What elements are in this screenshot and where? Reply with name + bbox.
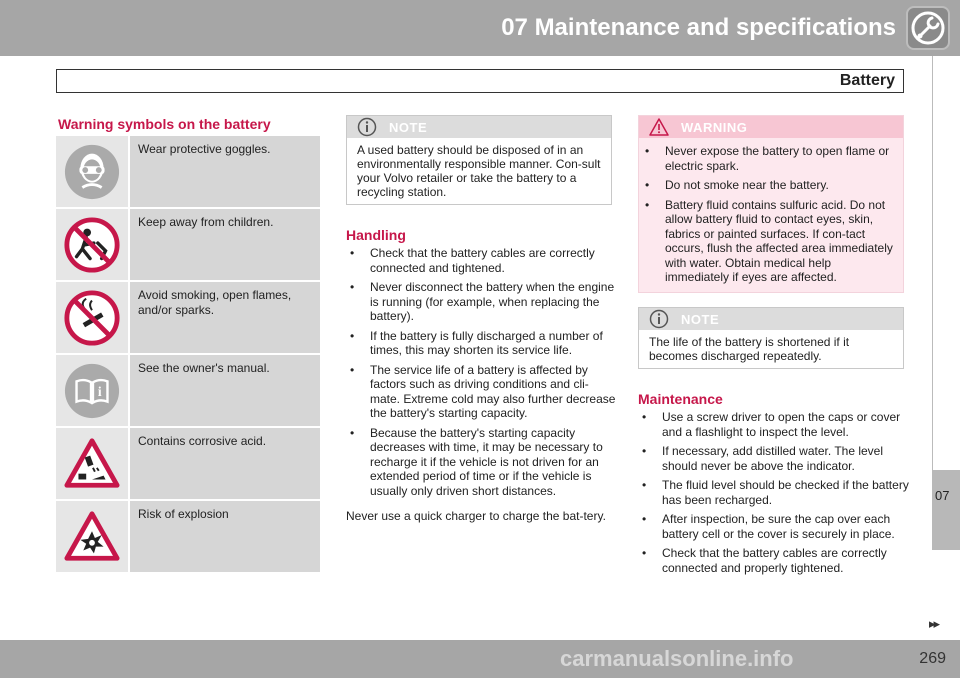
footer-band: [0, 640, 960, 678]
warning-label: WARNING: [681, 120, 748, 135]
note-label: NOTE: [681, 312, 720, 327]
symbol-row: [56, 282, 320, 353]
list-item: • If the battery is fully discharged a number of times, this may shorten its service life.: [346, 329, 616, 358]
note-box: [638, 307, 904, 369]
chapter-side-tab[interactable]: [932, 470, 960, 550]
list-item: • The service life of a battery is affected by factors such as driving conditions and cli-mate. Extreme cold may also further decrease the battery's starting capacity.: [346, 363, 616, 421]
handling-footer-text: Never use a quick charger to charge the bat-tery.: [346, 509, 606, 523]
maintenance-heading: Maintenance: [638, 391, 723, 407]
note-box: [346, 115, 612, 205]
corrosive-acid-icon: [56, 428, 128, 499]
symbols-table: [56, 136, 320, 574]
symbol-text: Risk of explosion: [130, 501, 320, 572]
note-header: [347, 116, 611, 138]
info-icon: [649, 309, 669, 329]
section-title: Battery: [839, 72, 895, 89]
info-icon: [357, 117, 377, 137]
continue-arrows-icon: ▸▸: [928, 616, 938, 631]
list-item: • After inspection, be sure the cap over each battery cell or the cover is securely in place.: [638, 512, 910, 541]
symbols-heading: Warning symbols on the battery: [58, 116, 271, 132]
symbol-row: [56, 209, 320, 280]
side-tab-label: 07: [935, 488, 950, 503]
page-number: 269: [919, 650, 946, 667]
list-item: • Use a screw driver to open the caps or cover and a flashlight to inspect the level.: [638, 410, 910, 439]
goggles-icon: [56, 136, 128, 207]
manual-book-icon: [56, 355, 128, 426]
warning-header: [639, 116, 903, 138]
list-item: • Check that the battery cables are correctly connected and tightened.: [346, 246, 616, 275]
symbol-text: Keep away from children.: [130, 209, 320, 280]
svg-text:i: i: [97, 383, 102, 399]
note-label: NOTE: [389, 120, 428, 135]
maintenance-list: [638, 410, 910, 580]
symbol-row: [56, 428, 320, 499]
list-item: • Battery fluid contains sulfuric acid. Do not allow battery fluid to contact eyes, skin, fabrics or painted surfaces. If con-tact occurs, flush the affected area immediately with water. Obtain medical help immediately if eyes are affected.: [641, 198, 895, 285]
no-smoking-icon: [56, 282, 128, 353]
side-divider: [932, 56, 933, 470]
list-item: • Never expose the battery to open flame or electric spark.: [641, 144, 895, 173]
symbol-text: Wear protective goggles.: [130, 136, 320, 207]
note-text: The life of the battery is shortened if it becomes discharged repeatedly.: [649, 335, 850, 363]
list-item: • The fluid level should be checked if the battery has been recharged.: [638, 478, 910, 507]
note-text: A used battery should be disposed of in an environmentally responsible manner. Con-sult your Volvo retailer or take the battery to a recycling station.: [357, 143, 601, 199]
symbol-row: [56, 501, 320, 572]
section-bar: [56, 69, 904, 93]
symbol-text: Contains corrosive acid.: [130, 428, 320, 499]
list-item: • Check that the battery cables are correctly connected and properly tightened.: [638, 546, 910, 575]
handling-list: [346, 246, 616, 503]
list-item: • Never disconnect the battery when the engine is running (for example, when replacing the battery).: [346, 280, 616, 324]
warning-box: [638, 115, 904, 293]
chapter-title: 07 Maintenance and specifications: [501, 14, 896, 41]
explosion-icon: [56, 501, 128, 572]
watermark-text: carmanualsonline.info: [560, 646, 794, 671]
list-item: • If necessary, add distilled water. The level should never be above the indicator.: [638, 444, 910, 473]
symbol-text: Avoid smoking, open flames, and/or sparks.: [130, 282, 320, 353]
note-header: [639, 308, 903, 330]
warning-list: [639, 138, 903, 285]
symbol-row: [56, 355, 320, 426]
symbol-text: See the owner's manual.: [130, 355, 320, 426]
list-item: • Because the battery's starting capacity decreases with time, it may be necessary to recharge it if the vehicle is not driven for an extended period of time or if the vehicle is usually only driven short distances.: [346, 426, 616, 499]
warning-triangle-icon: [649, 117, 669, 137]
no-children-icon: [56, 209, 128, 280]
symbol-row: [56, 136, 320, 207]
handling-heading: Handling: [346, 227, 406, 243]
wrench-gear-icon: [906, 6, 950, 50]
list-item: • Do not smoke near the battery.: [641, 178, 895, 193]
